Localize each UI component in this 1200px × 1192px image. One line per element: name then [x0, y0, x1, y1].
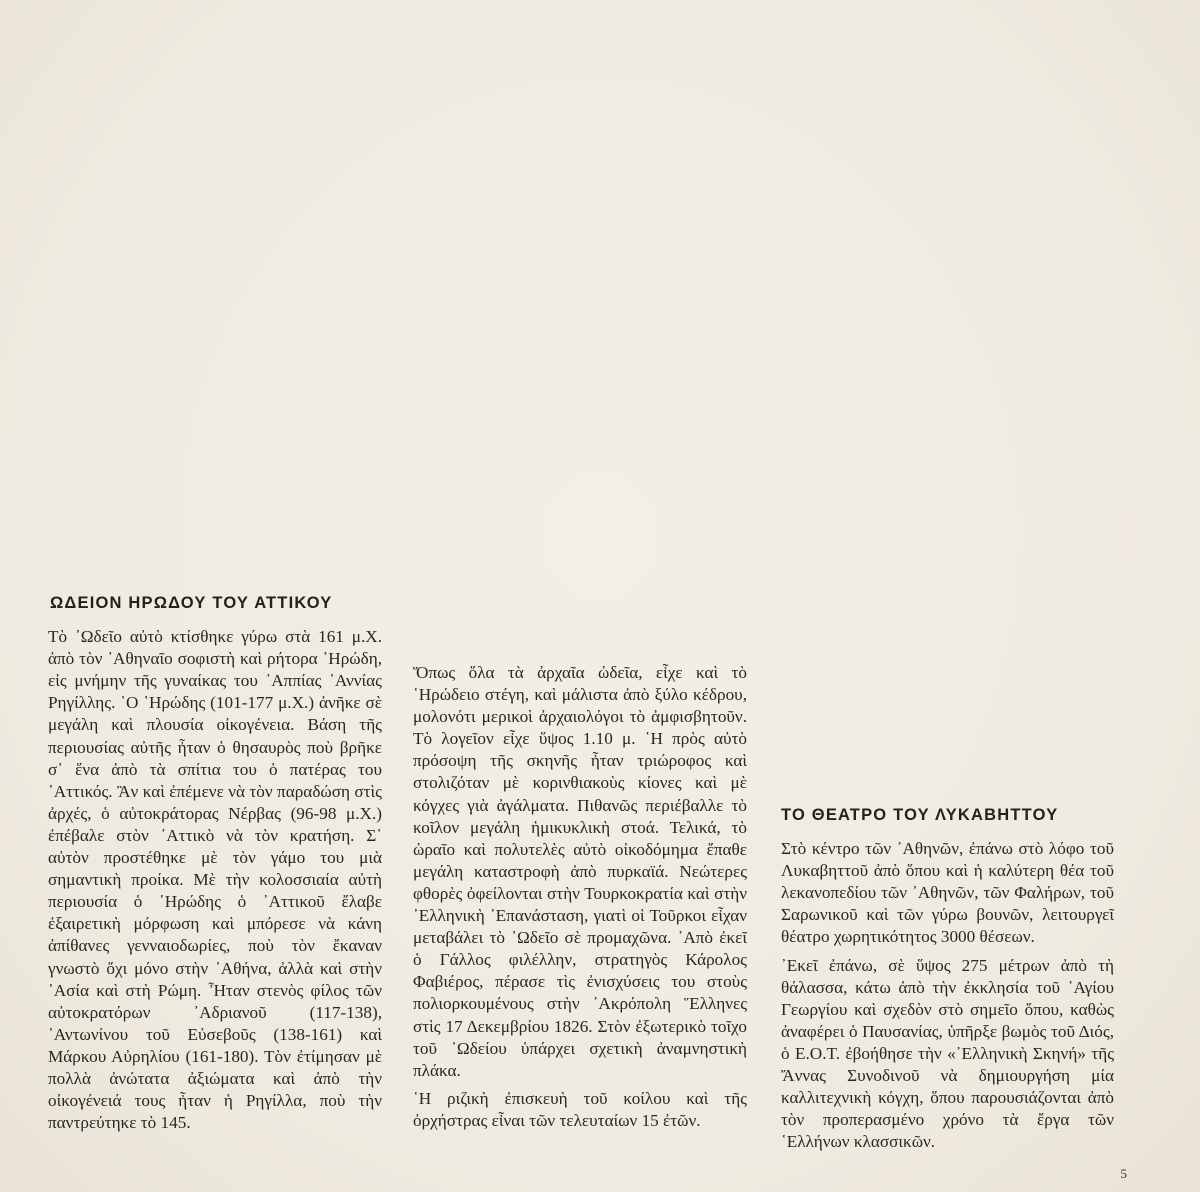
odeion-continued-column	[413, 662, 747, 1132]
odeion-paragraph-3: ῾Η ριζικὴ ἐπισκευὴ τοῦ κοίλου καὶ τῆς ὀρχήστρας εἶναι τῶν τελευταίων 15 ἐτῶν.	[413, 1088, 747, 1130]
page-number: 5	[1120, 1166, 1127, 1181]
lycabettus-paragraph-1: Στὸ κέντρο τῶν ᾿Αθηνῶν, ἐπάνω στὸ λόφο τοῦ Λυκαβηττοῦ ἀπὸ ὅπου καὶ ἡ καλύτερη θέα τοῦ λεκανοπεδίου τῶν ᾿Αθηνῶν, τῶν Φαλήρων, τοῦ Σαρωνικοῦ καὶ τῶν γύρω βουνῶν, λειτουργεῖ θέατρο χωρητικότητος 3000 θέσεων.	[781, 839, 1114, 947]
lycabettus-heading: ΤΟ ΘΕΑΤΡΟ ΤΟΥ ΛΥΚΑΒΗΤΤΟΥ	[781, 806, 1059, 824]
odeion-paragraph-2: Ὅπως ὅλα τὰ ἀρχαῖα ὠδεῖα, εἶχε καὶ τὸ ῾Ηρώδειο στέγη, καὶ μάλιστα ἀπὸ ξύλο κέδρου, μολονότι μερικοὶ ἀρχαιολόγοι τὸ ἀμφισβητοῦν. Τὸ λογεῖον εἶχε ὕψος 1.10 μ. ῾Η πρὸς αὐτὸ πρόσοψη τῆς σκηνῆς ἦταν τριώροφος καὶ στολιζόταν μὲ κορινθιακοὺς κίονες καὶ μὲ κόγχες γιὰ ἀγάλματα. Πιθανῶς περιέβαλλε τὸ κοῖλον μεγάλη ἡμικυκλικὴ στοά. Τελικά, τὸ ὡραῖο καὶ πολυτελὲς αὐτὸ οἰκοδόμημα ἔπαθε μεγάλη καταστροφὴ ἀπὸ πυρκαϊά. Νεώτερες φθορὲς ὀφείλονται στὴν Τουρκοκρατία καὶ στὴν ᾿Ελληνικὴ ᾿Επανάσταση, γιατὶ οἱ Τοῦρκοι εἶχαν μεταβάλει τὸ ᾿Ωδεῖο σὲ προμαχῶνα. ᾿Απὸ ἐκεῖ ὁ Γάλλος φιλέλλην, στρατηγὸς Κάρολος Φαβιέρος, πέρασε τὶς ἐνισχύσεις του στοὺς πολιορκουμένους στὴν ᾿Ακρόπολη Ἕλληνες στὶς 17 Δεκεμβρίου 1826. Στὸν ἐξωτερικὸ τοῖχο τοῦ ᾿Ωδείου ὑπάρχει σχετικὴ ἀναμνηστικὴ πλάκα.	[413, 663, 747, 1080]
odeion-column	[48, 592, 382, 1134]
lycabettus-paragraph-2: ᾿Εκεῖ ἐπάνω, σὲ ὕψος 275 μέτρων ἀπὸ τὴ θάλασσα, κάτω ἀπὸ τὴν ἐκκλησία τοῦ ῾Αγίου Γεωργίου καὶ σχεδὸν στὸ σημεῖο ὅπου, καθὼς ἀναφέρει ὁ Παυσανίας, ὑπῆρξε βωμὸς τοῦ Διός, ὁ Ε.Ο.Τ. ἐβοήθησε τὴν «᾿Ελληνικὴ Σκηνή» τῆς Ἄννας Συνοδινοῦ νὰ δημιουργήση μία καλλιτεχνικὴ κόγχη, ὅπου παρουσιάζονται ἀπὸ τὸν προπερασμένο χρόνο τὰ ἔργα τῶν ῾Ελλήνων κλασσικῶν.	[781, 955, 1114, 1152]
lycabettus-column	[781, 804, 1114, 1153]
odeion-paragraph-1: Τὸ ᾿Ωδεῖο αὐτὸ κτίσθηκε γύρω στὰ 161 μ.Χ. ἀπὸ τὸν ᾿Αθηναῖο σοφιστὴ καὶ ρήτορα ῾Ηρώδη, εἰς μνήμην τῆς γυναίκας του ᾿Αππίας ᾿Αννίας Ρηγίλλης. ῾Ο ῾Ηρώδης (101-177 μ.Χ.) ἀνῆκε σὲ μεγάλη καὶ πλουσία οἰκογένεια. Βάση τῆς περιουσίας αὐτῆς ἦταν ὁ θησαυρὸς ποὺ βρῆκε σ᾿ ἕνα ἀπὸ τὰ σπίτια του ὁ πατέρας του ᾿Αττικός. Ἂν καὶ ἐπέμενε νὰ τὸν παραδώση στὶς ἀρχές, ὁ αὐτοκράτορας Νέρβας (96-98 μ.Χ.) ἐπέβαλε στὸν ᾿Αττικὸ νὰ τὸν κρατήση. Σ᾿ αὐτὸν προστέθηκε μὲ τὸν γάμο του μιὰ σημαντικὴ προίκα. Μὲ τὴν κολοσσιαία αὐτὴ περιουσία ὁ ῾Ηρώδης ὁ ᾿Αττικοῦ ἔλαβε ἐξαιρετικὴ μόρφωση καὶ μπόρεσε νὰ κάνη ἀπίθανες γενναιοδωρίες, ποὺ τὸν ἔκαναν γνωστὸ ὄχι μόνο στὴν ᾿Αθήνα, ἀλλὰ καὶ στὴν ᾿Ασία καὶ στὴ Ρώμη. Ἦταν στενὸς φίλος τῶν αὐτοκρατόρων ᾿Αδριανοῦ (117-138), ᾿Αντωνίνου τοῦ Εὐσεβοῦς (138-161) καὶ Μάρκου Αὐρηλίου (161-180). Τὸν ἐτίμησαν μὲ πολλὰ ἀνώτατα ἀξιώματα καὶ ἀπὸ τὴν οἰκογένειά τους ἦταν ἡ Ρηγίλλα, ποὺ τὴν παντρεύτηκε τὸ 145.	[48, 627, 382, 1133]
odeion-heading: ΩΔΕΙΟΝ ΗΡΩΔΟΥ ΤΟΥ ΑΤΤΙΚΟΥ	[50, 594, 333, 612]
